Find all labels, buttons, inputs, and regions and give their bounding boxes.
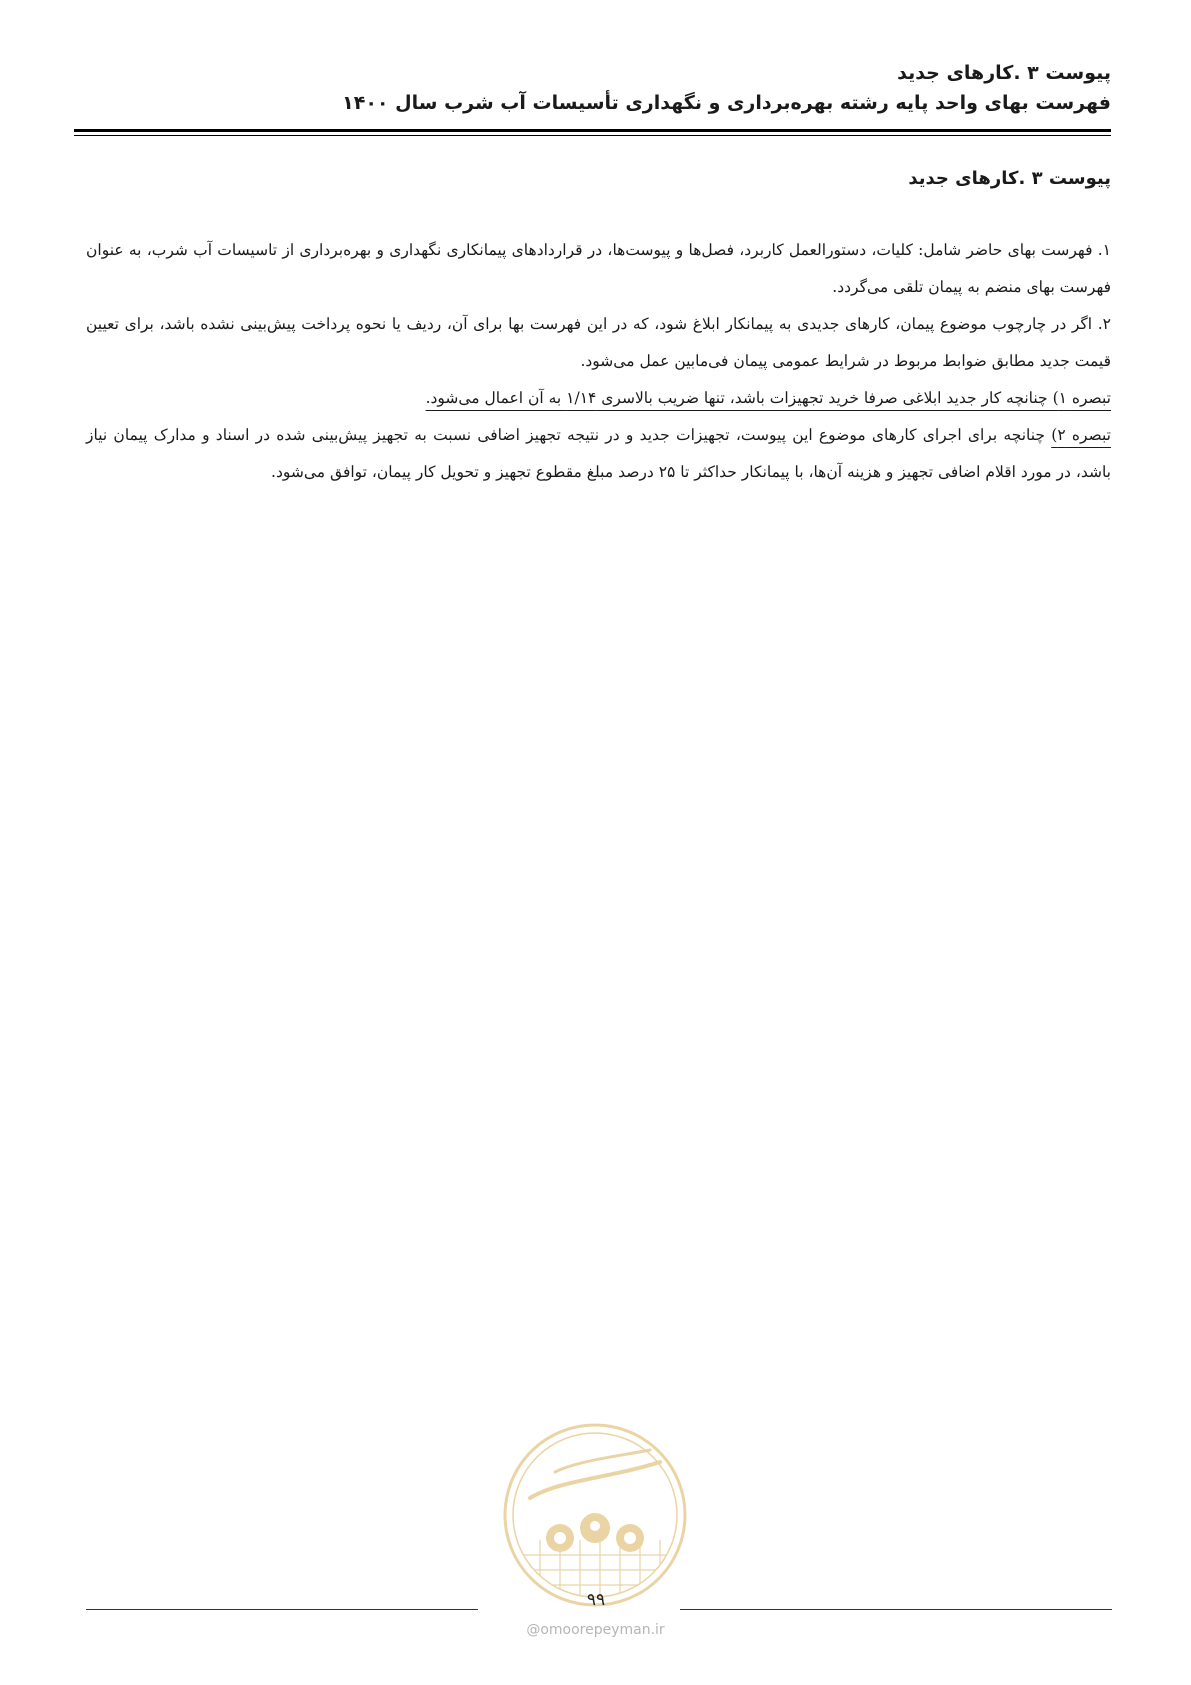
note-2-label: تبصره ۲) bbox=[1051, 426, 1111, 444]
watermark-seal bbox=[500, 1420, 690, 1610]
section-title: پیوست ۳ .کارهای جدید bbox=[908, 168, 1111, 189]
header-appendix-title: پیوست ۳ .کارهای جدید bbox=[897, 62, 1111, 84]
paragraph-1: ۱. فهرست بهای حاضر شامل: کلیات، دستورالعمل کاربرد، فصل‌ها و پیوست‌ها، در قراردادهای پیمانکاری نگهداری و بهره‌برداری از تاسیسات آب شرب، به عنوان فهرست بهای منضم به پیمان تلقی می‌گردد. bbox=[86, 241, 1111, 296]
footer-rule-left bbox=[86, 1609, 478, 1610]
note-2-text: چنانچه برای اجرای کارهای موضوع این پیوست، تجهیزات جدید و در نتیجه تجهیز اضافی نسبت به تجهیز پیش‌بینی شده در اسناد و مدارک پیمان نیاز باشد، در مورد اقلام اضافی تجهیز و هزینه آن‌ها، با پیمانکار حداکثر تا ۲۵ درصد مبلغ مقطوع تجهیز و تحویل کار پیمان، توافق می‌شود. bbox=[86, 426, 1111, 481]
page-number: ۹۹ bbox=[586, 1590, 606, 1610]
header-document-title: فهرست بهای واحد پایه رشته بهره‌برداری و نگهداری تأسیسات آب شرب سال ۱۴۰۰ bbox=[342, 92, 1111, 114]
header-rule-thin bbox=[74, 135, 1111, 136]
paragraph-2: ۲. اگر در چارچوب موضوع پیمان، کارهای جدیدی به پیمانکار ابلاغ شود، که در این فهرست بها برای آن، ردیف یا نحوه پرداخت پیش‌بینی نشده باشد، برای تعیین قیمت جدید مطابق ضوابط مربوط در شرایط عمومی پیمان فی‌مابین عمل می‌شود. bbox=[86, 315, 1111, 370]
footer-rule-right bbox=[680, 1609, 1112, 1610]
footer-watermark-url: @omoorepeyman.ir bbox=[526, 1622, 665, 1638]
page-header bbox=[74, 58, 1111, 118]
seal-calligraphy-logo bbox=[530, 1462, 660, 1498]
header-rule-thick bbox=[74, 129, 1111, 132]
note-1 bbox=[86, 380, 1111, 417]
note-2 bbox=[86, 417, 1111, 491]
note-1-text: تبصره ۱) چنانچه کار جدید ابلاغی صرفا خرید تجهیزات باشد، تنها ضریب بالاسری ۱/۱۴ به آن اعمال می‌شود. bbox=[425, 389, 1111, 407]
body-text bbox=[86, 232, 1111, 491]
